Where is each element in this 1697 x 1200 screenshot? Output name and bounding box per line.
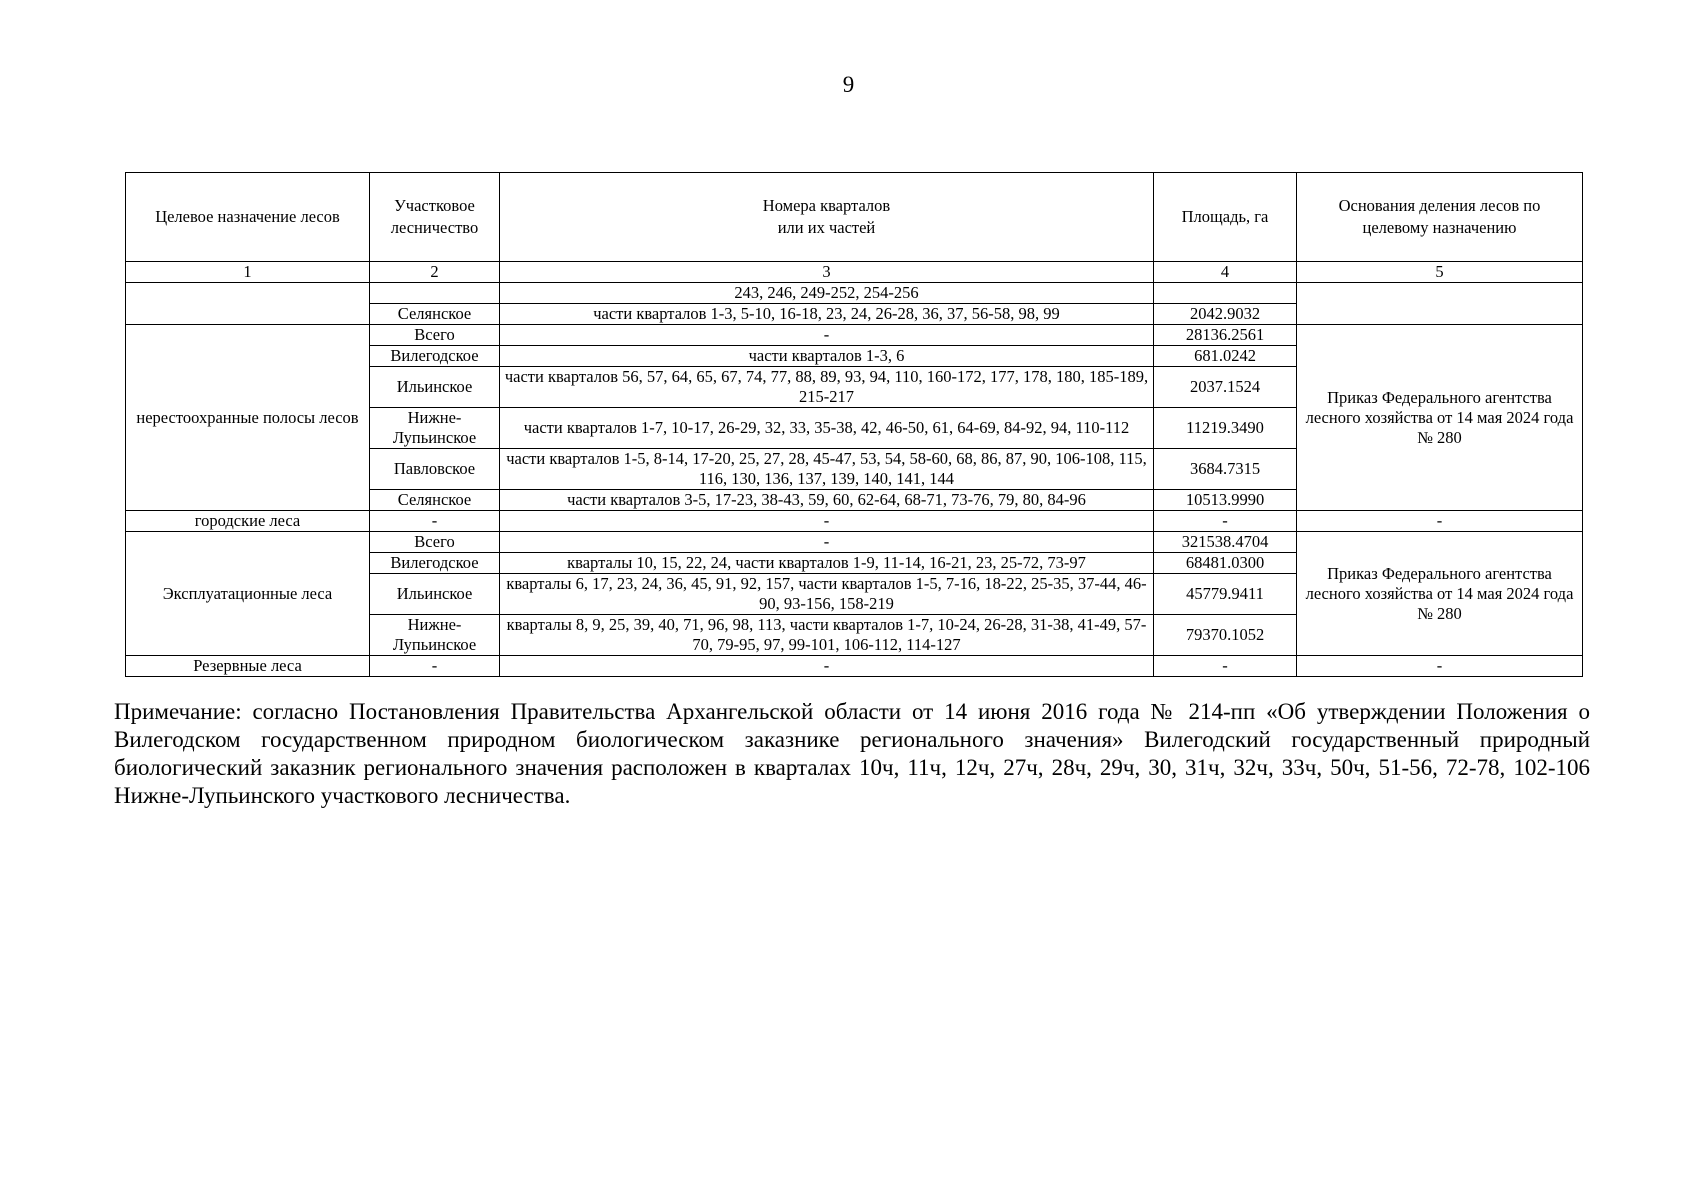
quarters-cell: части кварталов 3-5, 17-23, 38-43, 59, 60, 62-64, 68-71, 73-76, 79, 80, 84-96 [500,490,1154,511]
basis-cell-empty [1297,283,1583,325]
quarters-cell: части кварталов 1-5, 8-14, 17-20, 25, 27, 28, 45-47, 53, 54, 58-60, 68, 86, 87, 90, 106-108, 115, 116, 130, 136, 137, 139, 140, 141, 144 [500,449,1154,490]
basis-cell: Приказ Федерального агентства лесного хозяйства от 14 мая 2024 года № 280 [1297,325,1583,511]
purpose-cell: нерестоохранные полосы лесов [126,325,370,511]
quarters-cell: кварталы 6, 17, 23, 24, 36, 45, 91, 92, 157, части кварталов 1-5, 7-16, 18-22, 25-35, 37-44, 46-90, 93-156, 158-219 [500,574,1154,615]
quarters-cell: - [500,656,1154,677]
header-basis: Основания деления лесов по целевому назначению [1297,173,1583,262]
quarters-cell: кварталы 8, 9, 25, 39, 40, 71, 96, 98, 113, части кварталов 1-7, 10-24, 26-28, 31-38, 41-49, 57-70, 79-95, 97, 99-101, 106-112, 114-127 [500,615,1154,656]
quarters-cell: части кварталов 56, 57, 64, 65, 67, 74, 77, 88, 89, 93, 94, 110, 160-172, 177, 178, 180, 185-189, 215-217 [500,367,1154,408]
area-cell: 2042.9032 [1154,304,1297,325]
area-cell: 68481.0300 [1154,553,1297,574]
column-number: 4 [1154,262,1297,283]
area-cell: - [1154,656,1297,677]
table-row [126,532,1583,553]
header-forestry: Участковое лесничество [370,173,500,262]
area-cell: 3684.7315 [1154,449,1297,490]
forestry-cell: Селянское [370,490,500,511]
header-purpose: Целевое назначение лесов [126,173,370,262]
header-quarters: Номера кварталов или их частей [500,173,1154,262]
area-cell: 28136.2561 [1154,325,1297,346]
quarters-cell: части кварталов 1-7, 10-17, 26-29, 32, 33, 35-38, 42, 46-50, 61, 64-69, 84-92, 94, 110-112 [500,408,1154,449]
area-cell: - [1154,511,1297,532]
table-row [126,325,1583,346]
quarters-cell: - [500,325,1154,346]
table-row [126,283,1583,304]
quarters-cell: - [500,511,1154,532]
basis-cell: Приказ Федерального агентства лесного хозяйства от 14 мая 2024 года № 280 [1297,532,1583,656]
area-cell: 2037.1524 [1154,367,1297,408]
forest-purpose-table [125,172,1583,677]
forestry-cell: Вилегодское [370,346,500,367]
purpose-cell: Эксплуатационные леса [126,532,370,656]
area-cell-empty [1154,283,1297,304]
area-cell: 321538.4704 [1154,532,1297,553]
quarters-cell: кварталы 10, 15, 22, 24, части кварталов 1-9, 11-14, 16-21, 23, 25-72, 73-97 [500,553,1154,574]
purpose-cell-empty [126,283,370,325]
area-cell: 79370.1052 [1154,615,1297,656]
purpose-cell: городские леса [126,511,370,532]
purpose-cell: Резервные леса [126,656,370,677]
table-row [126,656,1583,677]
basis-cell: - [1297,511,1583,532]
quarters-cell: части кварталов 1-3, 5-10, 16-18, 23, 24, 26-28, 36, 37, 56-58, 98, 99 [500,304,1154,325]
column-number: 5 [1297,262,1583,283]
forestry-cell: Всего [370,532,500,553]
quarters-cell: 243, 246, 249-252, 254-256 [500,283,1154,304]
area-cell: 681.0242 [1154,346,1297,367]
quarters-cell: части кварталов 1-3, 6 [500,346,1154,367]
forestry-cell: - [370,511,500,532]
forestry-cell: Всего [370,325,500,346]
basis-cell: - [1297,656,1583,677]
header-area: Площадь, га [1154,173,1297,262]
forestry-cell: Павловское [370,449,500,490]
forestry-cell: Нижне-Лупьинское [370,615,500,656]
forestry-cell: Селянское [370,304,500,325]
forestry-cell: Вилегодское [370,553,500,574]
column-number: 1 [126,262,370,283]
quarters-cell: - [500,532,1154,553]
table-header-row [126,173,1583,262]
area-cell: 10513.9990 [1154,490,1297,511]
table-row [126,511,1583,532]
area-cell: 11219.3490 [1154,408,1297,449]
page-number: 9 [842,72,855,97]
column-number: 2 [370,262,500,283]
column-number: 3 [500,262,1154,283]
area-cell: 45779.9411 [1154,574,1297,615]
forestry-cell: - [370,656,500,677]
column-numbers-row [126,262,1583,283]
forestry-cell: Нижне-Лупьинское [370,408,500,449]
forestry-cell-empty [370,283,500,304]
forestry-cell: Ильинское [370,574,500,615]
forestry-cell: Ильинское [370,367,500,408]
footnote: Примечание: согласно Постановления Правительства Архангельской области от 14 июня 2016 года № 214-пп «Об утверждении Положения о Вилегодском государственном природном биологическом заказнике регионального значения» Вилегодский государственный природный биологический заказник регионального значения расположен в кварталах 10ч, 11ч, 12ч, 27ч, 28ч, 29ч, 30, 31ч, 32ч, 33ч, 50ч, 51-56, 72-78, 102-106 Нижне-Лупьинского участкового лесничества. [114,699,1590,808]
